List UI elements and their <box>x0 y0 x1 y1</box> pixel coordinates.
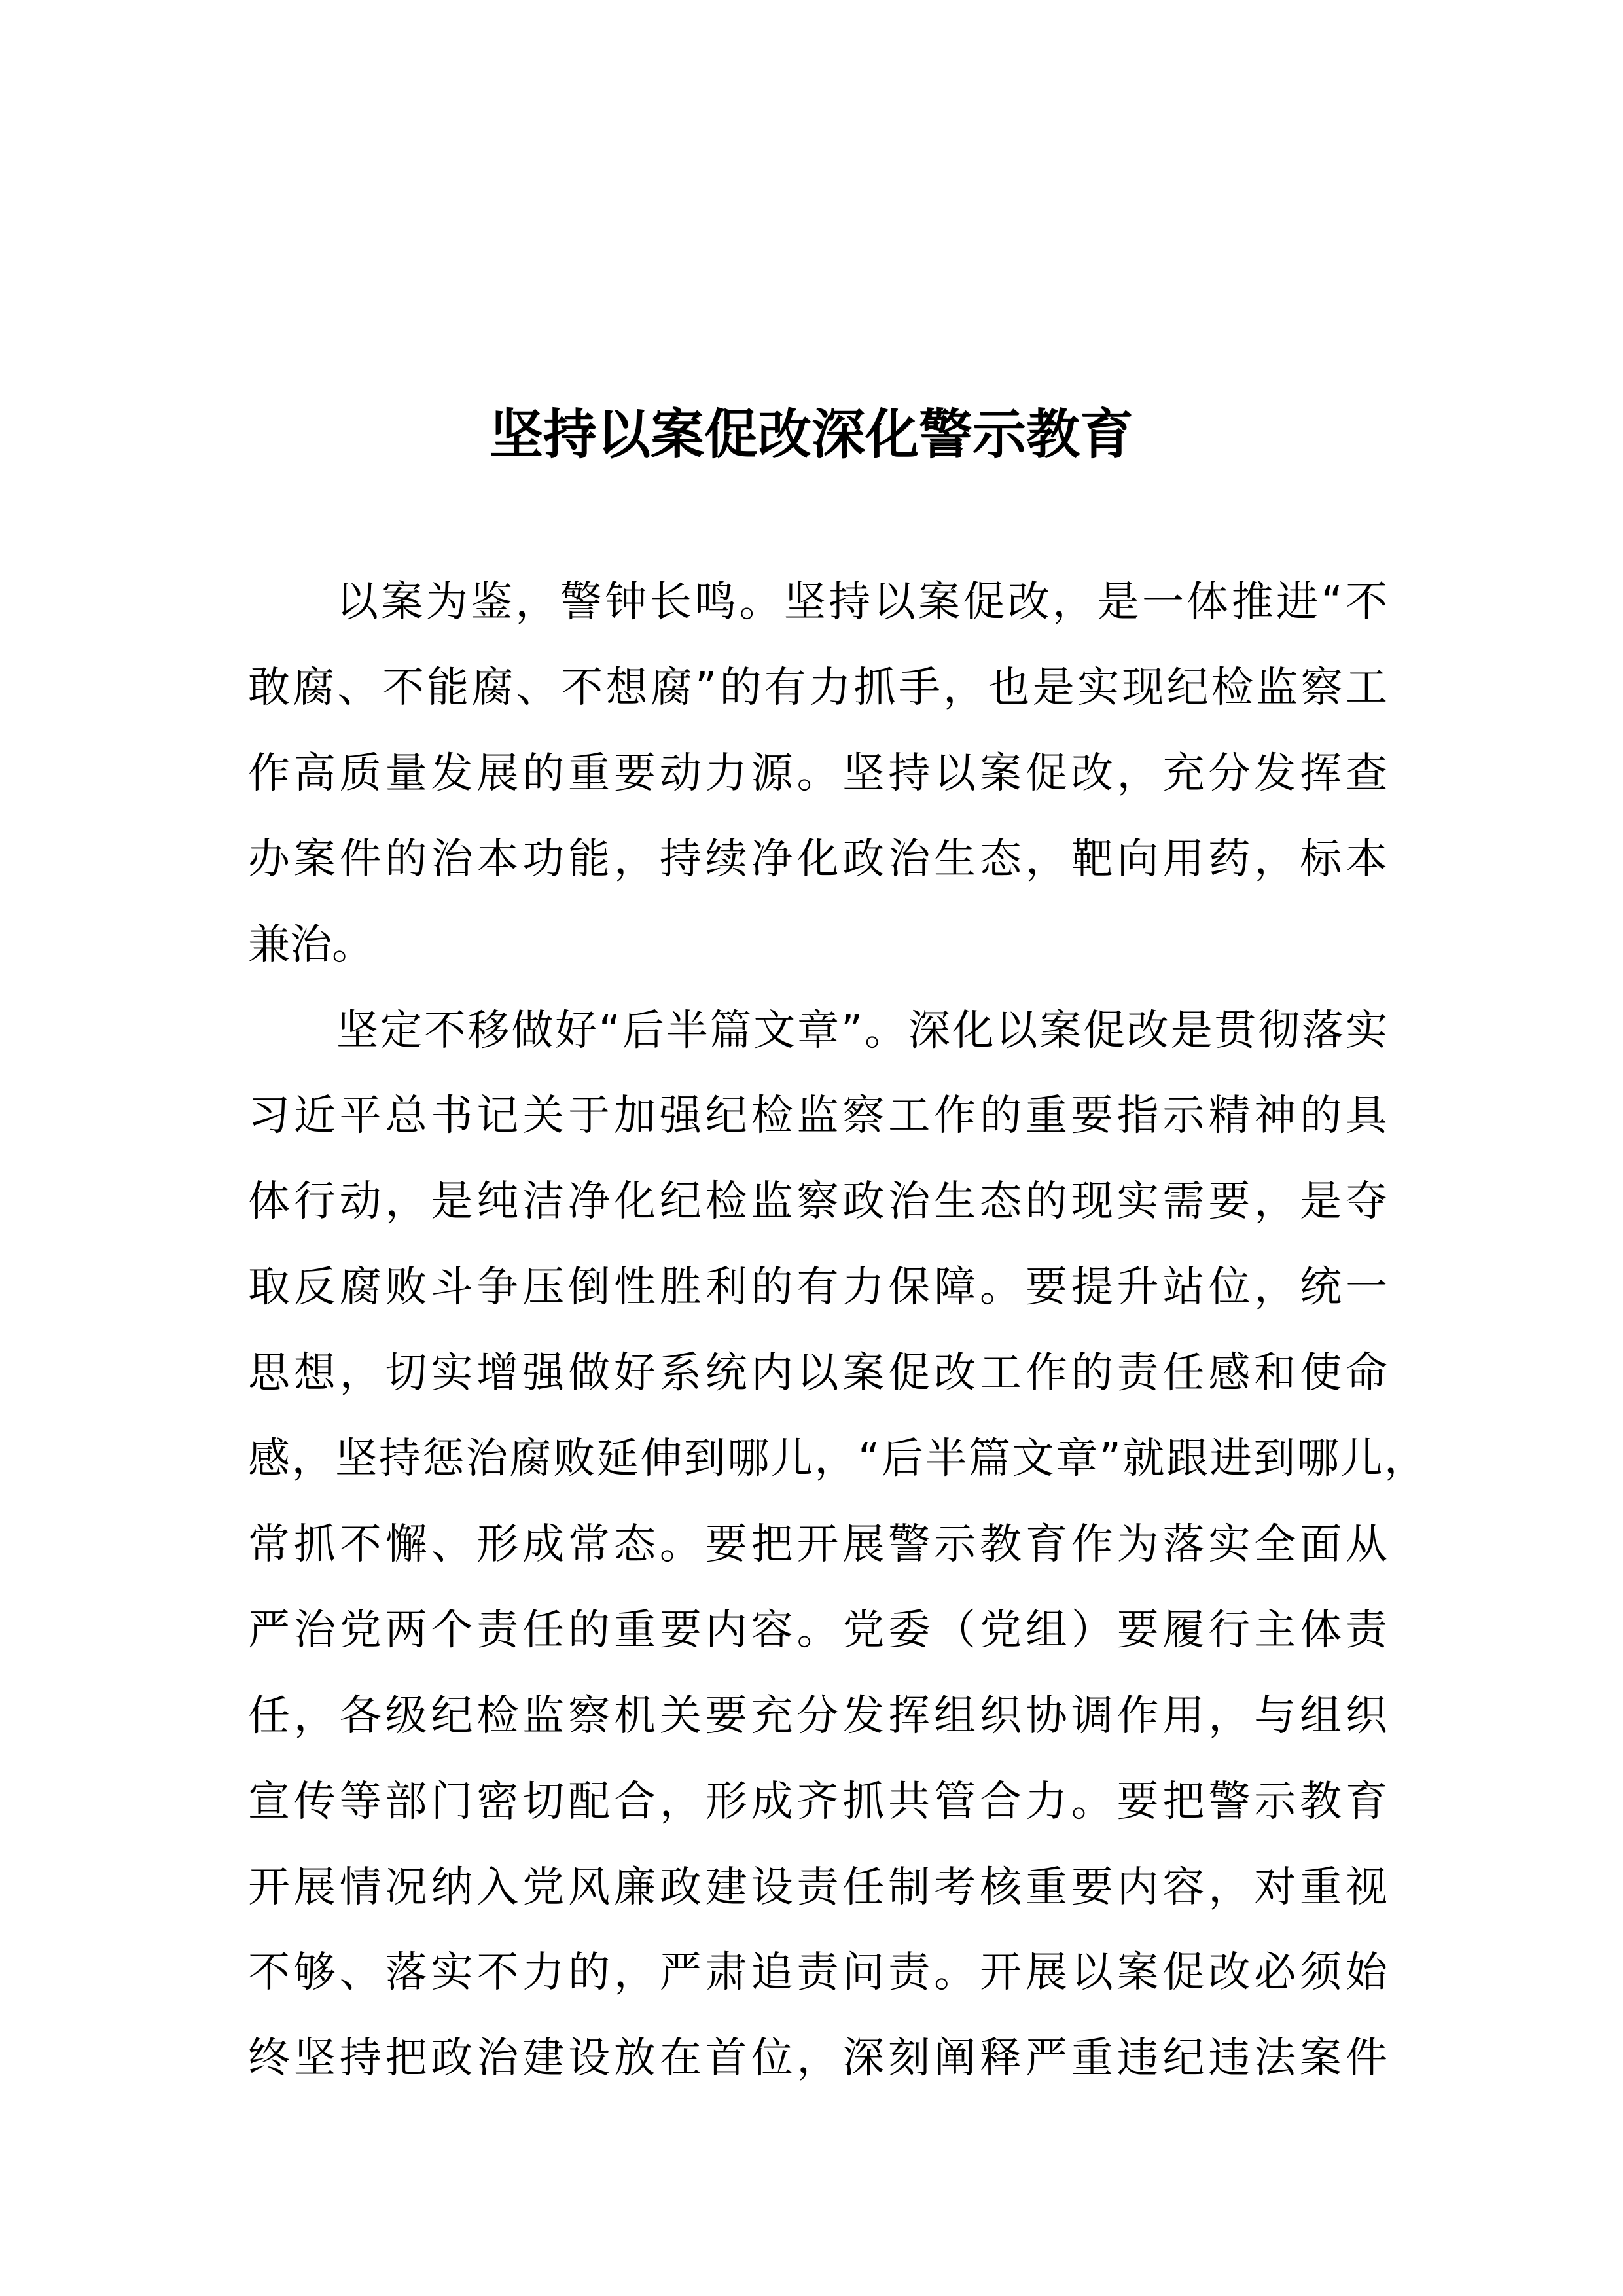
paragraph-2-line: 不够、落实不力的，严肃追责问责。开展以案促改必须始 <box>248 1948 1387 1998</box>
document-title: 坚持以案促改深化警示教育 <box>489 404 1133 466</box>
paragraph-2-line: 终坚持把政治建设放在首位，深刻阐释严重违纪违法案件 <box>248 2034 1387 2083</box>
paragraph-1-line: 敢腐、不能腐、不想腐”的有力抓手，也是实现纪检监察工 <box>248 663 1387 712</box>
paragraph-2-line: 感，坚持惩治腐败延伸到哪儿，“后半篇文章”就跟进到哪儿， <box>248 1435 1426 1483</box>
paragraph-1-line: 以案为鉴，警钟长鸣。坚持以案促改，是一体推进“不 <box>336 578 1387 626</box>
paragraph-2-line: 常抓不懈、形成常态。要把开展警示教育作为落实全面从 <box>248 1520 1387 1569</box>
paragraph-2-line: 任，各级纪检监察机关要充分发挥组织协调作用，与组织 <box>248 1691 1387 1740</box>
paragraph-2-line: 严治党两个责任的重要内容。党委（党组）要履行主体责 <box>248 1605 1387 1655</box>
paragraph-1-line: 兼治。 <box>248 920 374 969</box>
paragraph-2-line: 宣传等部门密切配合，形成齐抓共管合力。要把警示教育 <box>248 1777 1387 1826</box>
paragraph-2-line: 体行动，是纯洁净化纪检监察政治生态的现实需要，是夺 <box>248 1177 1387 1227</box>
paragraph-2-line: 取反腐败斗争压倒性胜利的有力保障。要提升站位，统一 <box>248 1263 1387 1312</box>
paragraph-1-line: 作高质量发展的重要动力源。坚持以案促改，充分发挥查 <box>248 749 1387 798</box>
paragraph-2-line: 开展情况纳入党风廉政建设责任制考核重要内容，对重视 <box>248 1863 1387 1912</box>
paragraph-2-line: 坚定不移做好“后半篇文章”。深化以案促改是贯彻落实 <box>336 1006 1387 1055</box>
paragraph-1-line: 办案件的治本功能，持续净化政治生态，靶向用药，标本 <box>248 834 1387 884</box>
paragraph-2-line: 习近平总书记关于加强纪检监察工作的重要指示精神的具 <box>248 1092 1387 1141</box>
paragraph-2-line: 思想，切实增强做好系统内以案促改工作的责任感和使命 <box>248 1349 1387 1398</box>
